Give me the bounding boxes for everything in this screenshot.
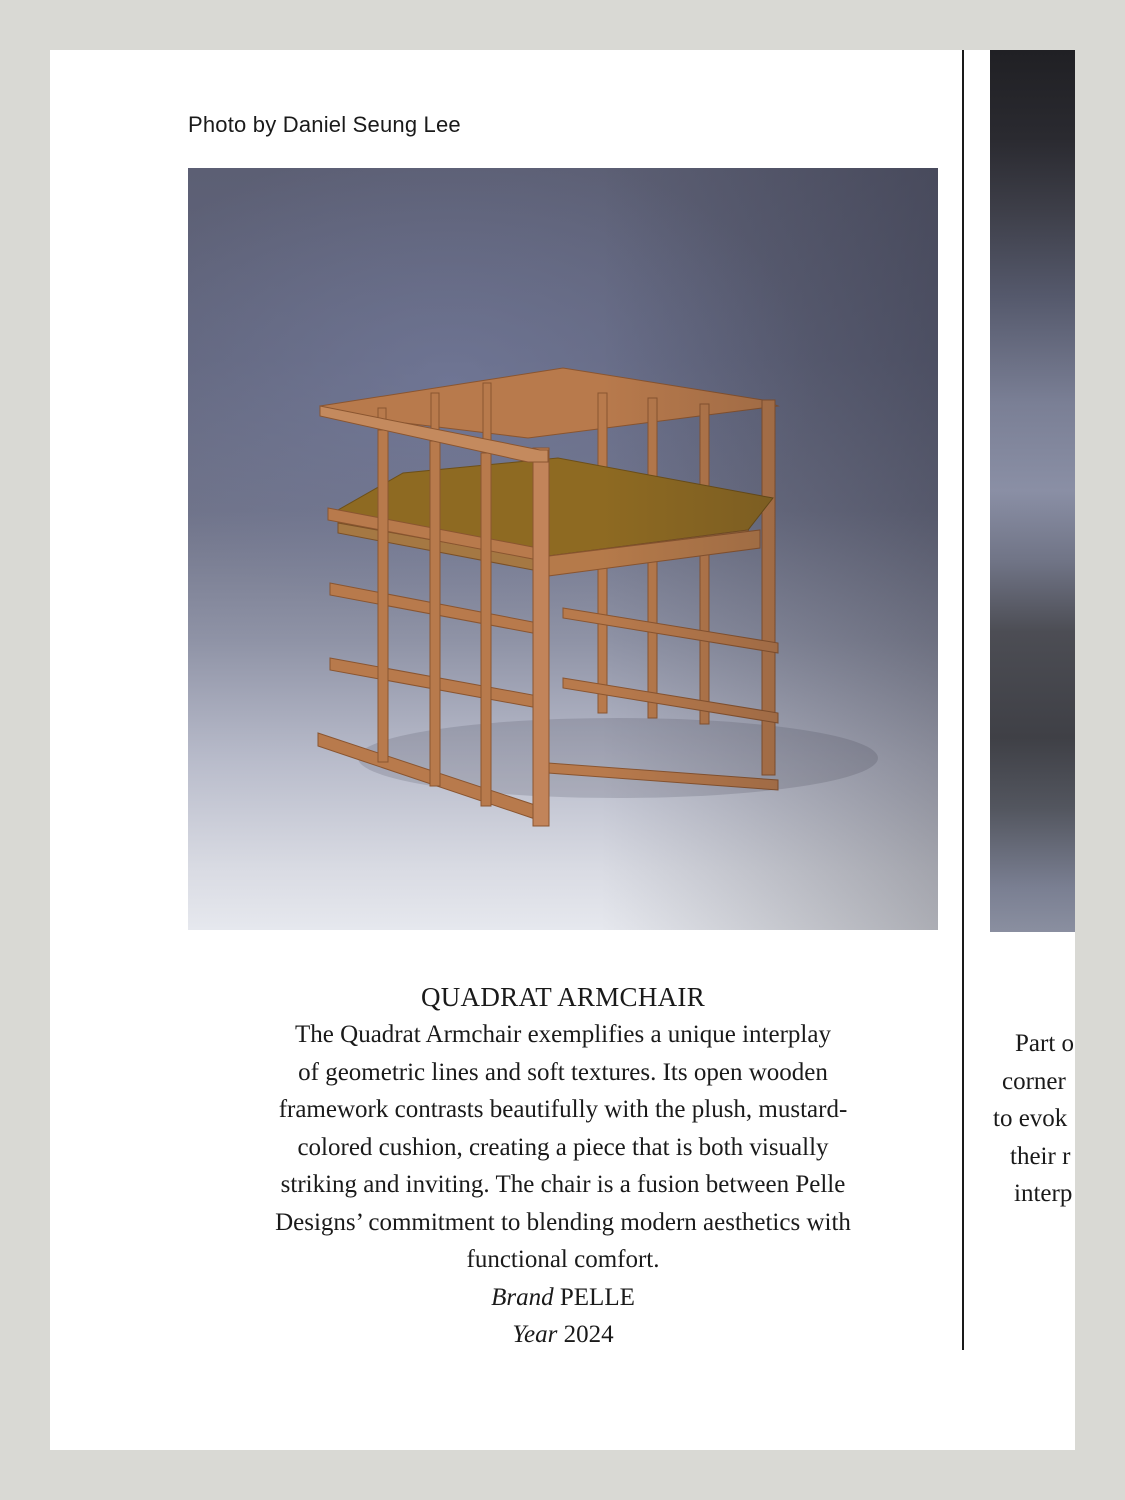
- adjacent-column-text: [990, 1025, 1075, 1213]
- brand-label: Brand: [491, 1283, 554, 1311]
- product-photo-quadrat-armchair: [188, 168, 938, 930]
- magazine-page: [50, 50, 1075, 1450]
- description-line: colored cushion, creating a piece that is both visually: [297, 1133, 829, 1161]
- year-label: Year: [512, 1320, 558, 1348]
- product-description: [203, 1016, 923, 1279]
- adjacent-text-line: interp: [1014, 1180, 1073, 1207]
- description-line: framework contrasts beautifully with the plush, mustard-: [278, 1096, 848, 1123]
- description-line: striking and inviting. The chair is a fusion between Pelle: [280, 1171, 846, 1198]
- year-value: 2024: [563, 1320, 614, 1348]
- adjacent-text-line: corner: [1002, 1067, 1066, 1095]
- product-title: QUADRAT ARMCHAIR: [420, 982, 706, 1012]
- adjacent-text-line: Part o: [1015, 1030, 1075, 1057]
- description-line: of geometric lines and soft textures. Its open wooden: [298, 1058, 828, 1086]
- brand-value: PELLE: [559, 1283, 635, 1311]
- adjacent-photo-cropped: [990, 50, 1075, 932]
- brand-line: [188, 1279, 938, 1316]
- adjacent-text-line: their r: [1010, 1142, 1071, 1170]
- adjacent-text-line: to evok: [993, 1105, 1068, 1132]
- armchair-illustration: [188, 168, 938, 930]
- description-line: Designs’ commitment to blending modern aesthetics with: [275, 1208, 851, 1236]
- description-line: functional comfort.: [466, 1246, 660, 1273]
- product-caption: [188, 978, 938, 1353]
- year-line: [188, 1316, 938, 1353]
- description-line: The Quadrat Armchair exemplifies a unique interplay: [295, 1021, 831, 1048]
- column-divider: [962, 50, 964, 1350]
- photo-credit: Photo by Daniel Seung Lee: [188, 112, 461, 137]
